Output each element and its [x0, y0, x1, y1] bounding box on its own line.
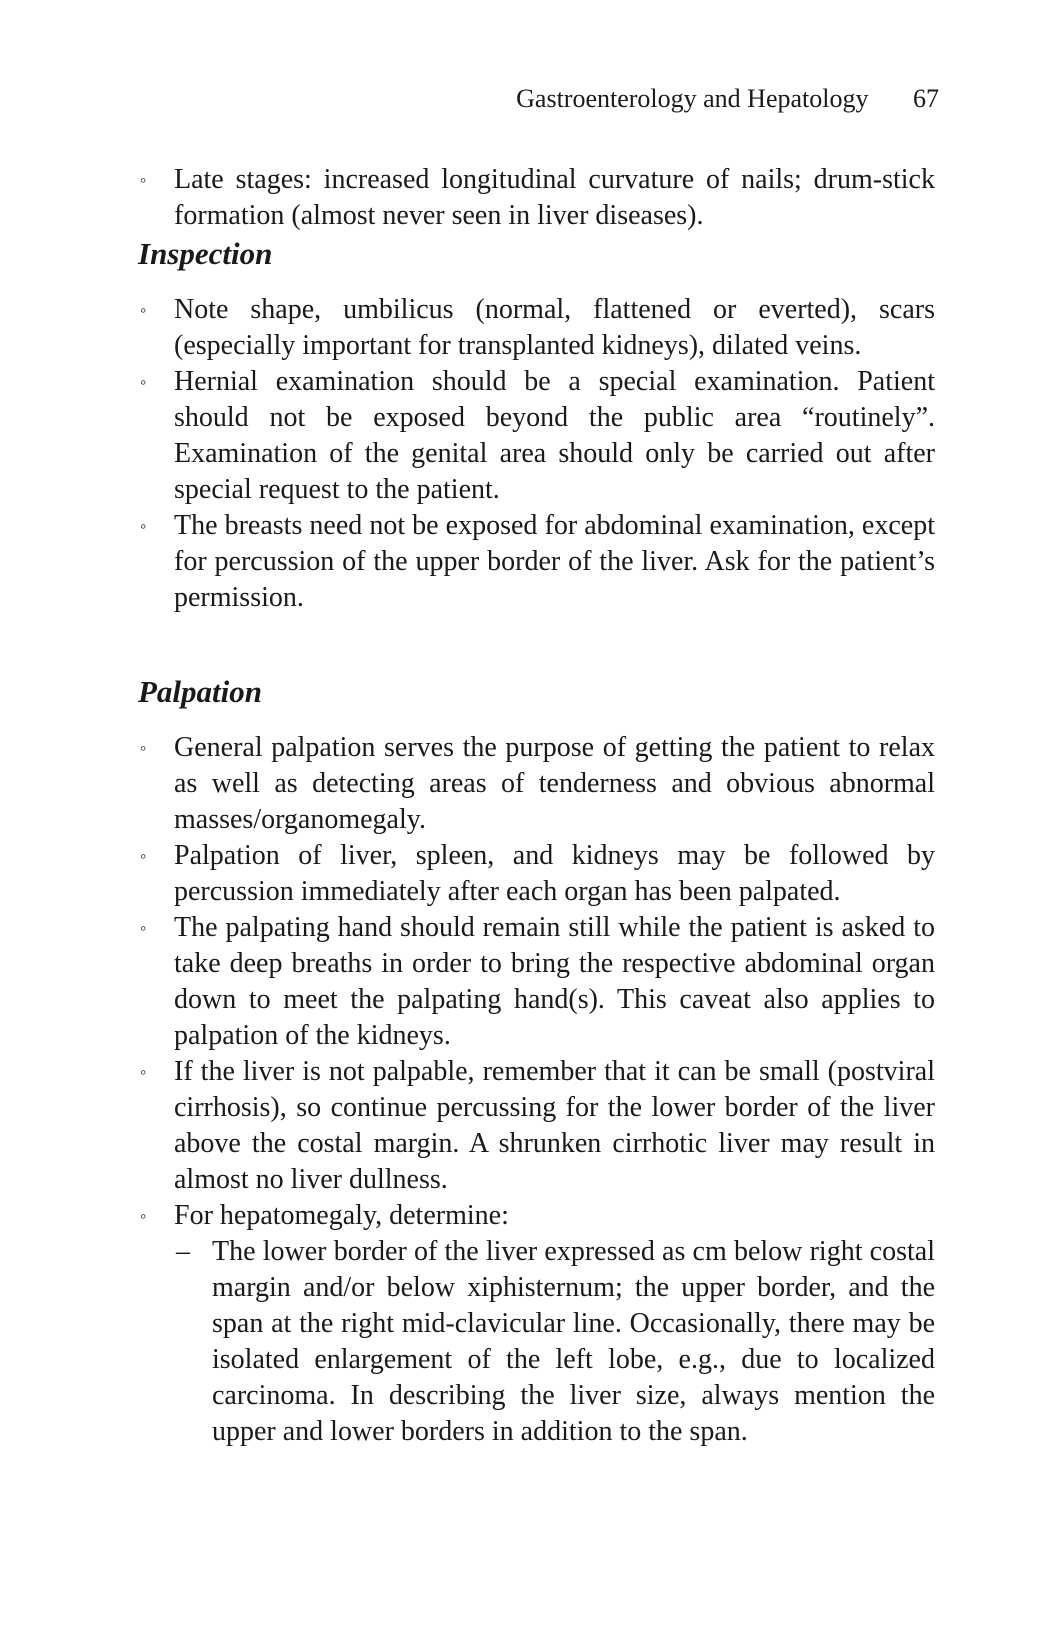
list-item	[138, 364, 935, 508]
page-number: 67	[913, 84, 939, 113]
section-heading: Inspection	[138, 236, 273, 271]
bullet-icon: ◦	[140, 918, 147, 938]
palpation-bullet-list	[138, 730, 935, 1450]
bullet-icon: ◦	[140, 300, 147, 320]
page-content	[138, 162, 935, 1450]
list-item	[138, 838, 935, 910]
running-header	[516, 84, 939, 114]
bullet-icon: ◦	[140, 846, 147, 866]
list-item-text: Palpation of liver, spleen, and kidneys may be followed by percussion immediately after each organ has been palpated.	[174, 840, 935, 907]
inspection-section	[138, 234, 935, 616]
list-item	[138, 1198, 935, 1450]
list-item-text: Late stages: increased longitudinal curvature of nails; drum-stick formation (almost never seen in liver diseases).	[174, 164, 935, 231]
list-item-text: If the liver is not palpable, remember that it can be small (postviral cirrhosis), so continue percussing for the lower border of the liver above the costal margin. A shrunken cirrhotic liver may result in almost no liver dullness.	[174, 1056, 935, 1195]
list-item-text: The breasts need not be exposed for abdominal examination, except for percussion of the upper border of the liver. Ask for the patient’s permission.	[174, 510, 935, 613]
list-item-text: For hepatomegaly, determine:	[174, 1200, 509, 1231]
sub-list-item	[174, 1234, 935, 1450]
bullet-icon: ◦	[140, 170, 147, 190]
list-item-text: General palpation serves the purpose of getting the patient to relax as well as detecting areas of tenderness and obvious abnormal masses/organomegaly.	[174, 732, 935, 835]
bullet-icon: ◦	[140, 1206, 147, 1226]
section-heading: Palpation	[138, 674, 263, 709]
list-item	[138, 1054, 935, 1198]
hepatomegaly-sub-list	[174, 1234, 935, 1450]
inspection-bullet-list	[138, 292, 935, 616]
list-item-text: Hernial examination should be a special examination. Patient should not be exposed beyond the public area “routinely”. Examination of the genital area should only be carried out after special request to the patient.	[174, 366, 935, 505]
bullet-icon: ◦	[140, 738, 147, 758]
list-item	[138, 910, 935, 1054]
list-item-text: Note shape, umbilicus (normal, flattened or everted), scars (especially important for transplanted kidneys), dilated veins.	[174, 294, 935, 361]
list-item	[138, 730, 935, 838]
list-item	[138, 508, 935, 616]
intro-bullet-list	[138, 162, 935, 234]
bullet-icon: ◦	[140, 1062, 147, 1082]
palpation-section	[138, 672, 935, 1450]
bullet-icon: ◦	[140, 516, 147, 536]
chapter-title: Gastroenterology and Hepatology	[516, 84, 869, 113]
list-item	[138, 292, 935, 364]
bullet-icon: ◦	[140, 372, 147, 392]
list-item	[138, 162, 935, 234]
sub-list-item-text: The lower border of the liver expressed as cm below right costal margin and/or below xiphisternum; the upper border, and the span at the right mid-clavicular line. Occasionally, there may be isolated enlargement of the left lobe, e.g., due to localized carcinoma. In describing the liver size, always mention the upper and lower borders in addition to the span.	[212, 1236, 935, 1447]
list-item-text: The palpating hand should remain still while the patient is asked to take deep breaths in order to bring the respective abdominal organ down to meet the palpating hand(s). This caveat also applies to palpation of the kidneys.	[174, 912, 935, 1051]
dash-icon: –	[176, 1236, 190, 1267]
